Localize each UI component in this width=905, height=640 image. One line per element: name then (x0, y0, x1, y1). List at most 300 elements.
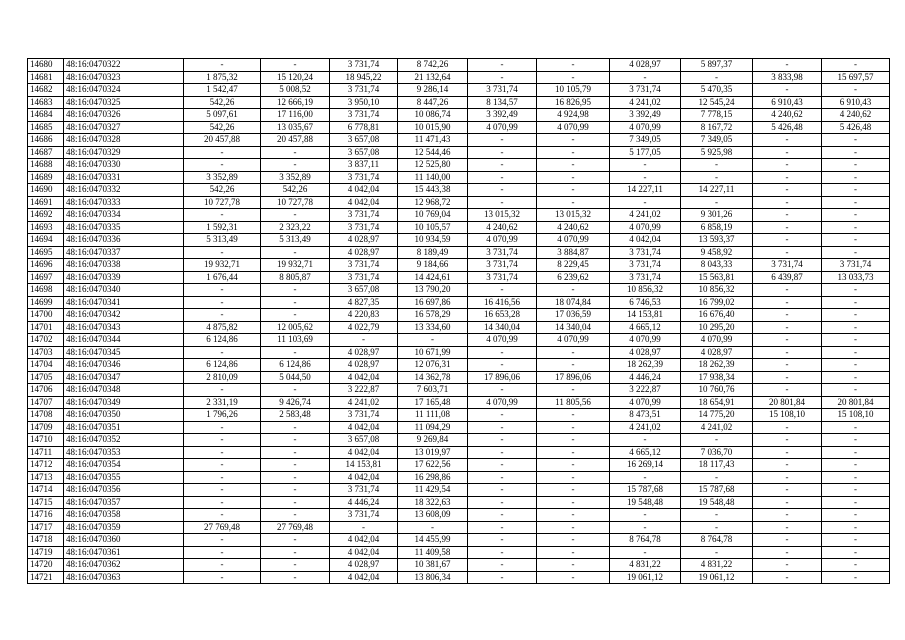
value-cell: - (261, 446, 330, 459)
value-cell: - (753, 421, 822, 434)
value-cell: - (753, 384, 822, 397)
value-cell: - (468, 509, 537, 522)
value-cell: 17 938,34 (681, 371, 753, 384)
value-cell: - (468, 521, 537, 534)
value-cell: 4 042,04 (330, 471, 398, 484)
value-cell: 17 116,00 (261, 109, 330, 122)
value-cell: 8 447,26 (398, 96, 468, 109)
value-cell: 4 070,99 (468, 121, 537, 134)
table-row (28, 446, 890, 459)
cadastral-number-cell: 48:16:0470326 (64, 109, 184, 122)
value-cell: - (822, 246, 890, 259)
value-cell: 4 028,97 (681, 346, 753, 359)
value-cell: 3 352,89 (261, 171, 330, 184)
value-cell: 1 676,44 (184, 271, 261, 284)
value-cell: - (184, 346, 261, 359)
row-number-cell: 14691 (28, 196, 64, 209)
cadastral-number-cell: 48:16:0470362 (64, 559, 184, 572)
row-number-cell: 14716 (28, 509, 64, 522)
value-cell: - (610, 509, 681, 522)
table-row (28, 396, 890, 409)
value-cell: 542,26 (184, 96, 261, 109)
value-cell: 12 544,46 (398, 146, 468, 159)
value-cell: 10 671,99 (398, 346, 468, 359)
value-cell: 17 165,48 (398, 396, 468, 409)
value-cell: - (822, 446, 890, 459)
table-row (28, 359, 890, 372)
cadastral-number-cell: 48:16:0470352 (64, 434, 184, 447)
value-cell: 542,26 (184, 121, 261, 134)
cadastral-number-cell: 48:16:0470332 (64, 184, 184, 197)
value-cell: - (822, 309, 890, 322)
value-cell: 1 542,47 (184, 84, 261, 97)
value-cell: - (822, 434, 890, 447)
value-cell: 8 742,26 (398, 59, 468, 72)
row-number-cell: 14700 (28, 309, 64, 322)
value-cell: - (184, 534, 261, 547)
value-cell: 14 227,11 (681, 184, 753, 197)
value-cell: 20 457,88 (184, 134, 261, 147)
table-row (28, 346, 890, 359)
table-row (28, 571, 890, 584)
value-cell: 4 070,99 (610, 221, 681, 234)
value-cell: - (184, 384, 261, 397)
value-cell: - (610, 521, 681, 534)
value-cell: - (753, 484, 822, 497)
value-cell: 10 105,57 (398, 221, 468, 234)
value-cell: - (537, 459, 610, 472)
value-cell: 14 455,99 (398, 534, 468, 547)
value-cell: 19 061,12 (610, 571, 681, 584)
value-cell: 4 241,02 (610, 421, 681, 434)
value-cell: 15 443,38 (398, 184, 468, 197)
value-cell: 27 769,48 (261, 521, 330, 534)
table-row (28, 334, 890, 347)
value-cell: 10 934,59 (398, 234, 468, 247)
value-cell: 16 269,14 (610, 459, 681, 472)
value-cell: 19 061,12 (681, 571, 753, 584)
row-number-cell: 14699 (28, 296, 64, 309)
value-cell: 10 856,32 (610, 284, 681, 297)
row-number-cell: 14693 (28, 221, 64, 234)
value-cell: 4 070,99 (610, 334, 681, 347)
value-cell: 3 731,74 (610, 246, 681, 259)
value-cell: 1 875,32 (184, 71, 261, 84)
value-cell: - (753, 459, 822, 472)
cadastral-number-cell: 48:16:0470325 (64, 96, 184, 109)
value-cell: - (753, 371, 822, 384)
value-cell: - (753, 546, 822, 559)
table-row (28, 546, 890, 559)
value-cell: - (261, 59, 330, 72)
value-cell: 10 381,67 (398, 559, 468, 572)
value-cell: 6 439,87 (753, 271, 822, 284)
value-cell: - (537, 484, 610, 497)
table-row (28, 421, 890, 434)
value-cell: - (753, 446, 822, 459)
value-cell: - (468, 71, 537, 84)
value-cell: - (610, 171, 681, 184)
table-row (28, 121, 890, 134)
table-row (28, 134, 890, 147)
value-cell: 18 262,39 (681, 359, 753, 372)
value-cell: 3 731,74 (330, 171, 398, 184)
value-cell: 27 769,48 (184, 521, 261, 534)
value-cell: - (537, 359, 610, 372)
cadastral-number-cell: 48:16:0470345 (64, 346, 184, 359)
row-number-cell: 14719 (28, 546, 64, 559)
value-cell: 3 731,74 (330, 484, 398, 497)
row-number-cell: 14684 (28, 109, 64, 122)
table-row (28, 409, 890, 422)
value-cell: 3 731,74 (468, 84, 537, 97)
value-cell: 8 167,72 (681, 121, 753, 134)
value-cell: - (261, 484, 330, 497)
table-row (28, 309, 890, 322)
table-row (28, 209, 890, 222)
value-cell: 19 548,48 (610, 496, 681, 509)
value-cell: - (468, 571, 537, 584)
value-cell: 16 416,56 (468, 296, 537, 309)
value-cell: 8 189,49 (398, 246, 468, 259)
value-cell: - (537, 284, 610, 297)
value-cell: 4 240,62 (822, 109, 890, 122)
row-number-cell: 14687 (28, 146, 64, 159)
value-cell: 4 665,12 (610, 446, 681, 459)
value-cell: - (753, 234, 822, 247)
value-cell: 15 563,81 (681, 271, 753, 284)
value-cell: 4 042,04 (330, 196, 398, 209)
value-cell: 4 241,02 (681, 421, 753, 434)
value-cell: 11 094,29 (398, 421, 468, 434)
value-cell: - (330, 521, 398, 534)
value-cell: - (537, 509, 610, 522)
data-table (27, 58, 890, 584)
value-cell: 13 608,09 (398, 509, 468, 522)
cadastral-number-cell: 48:16:0470327 (64, 121, 184, 134)
table-row (28, 321, 890, 334)
value-cell: 4 070,99 (537, 121, 610, 134)
value-cell: 13 015,32 (468, 209, 537, 222)
value-cell: 3 657,08 (330, 146, 398, 159)
value-cell: 18 117,43 (681, 459, 753, 472)
cadastral-number-cell: 48:16:0470342 (64, 309, 184, 322)
value-cell: 8 764,78 (681, 534, 753, 547)
value-cell: 5 426,48 (753, 121, 822, 134)
value-cell: 14 153,81 (330, 459, 398, 472)
value-cell: 4 028,97 (330, 346, 398, 359)
table-row (28, 484, 890, 497)
value-cell: 11 805,56 (537, 396, 610, 409)
value-cell: - (753, 196, 822, 209)
value-cell: - (537, 146, 610, 159)
value-cell: - (184, 59, 261, 72)
value-cell: 17 036,59 (537, 309, 610, 322)
value-cell: 3 731,74 (468, 271, 537, 284)
cadastral-number-cell: 48:16:0470361 (64, 546, 184, 559)
value-cell: 4 446,24 (610, 371, 681, 384)
value-cell: - (398, 521, 468, 534)
table-row (28, 521, 890, 534)
value-cell: - (822, 496, 890, 509)
row-number-cell: 14698 (28, 284, 64, 297)
value-cell: 3 731,74 (610, 259, 681, 272)
value-cell: 3 657,08 (330, 434, 398, 447)
value-cell: 14 227,11 (610, 184, 681, 197)
value-cell: - (822, 471, 890, 484)
value-cell: - (753, 571, 822, 584)
value-cell: 16 676,40 (681, 309, 753, 322)
value-cell: - (681, 546, 753, 559)
value-cell: 14 340,04 (468, 321, 537, 334)
value-cell: 16 799,02 (681, 296, 753, 309)
value-cell: - (681, 71, 753, 84)
value-cell: - (822, 359, 890, 372)
table-body (28, 59, 890, 584)
value-cell: - (681, 159, 753, 172)
value-cell: - (753, 534, 822, 547)
value-cell: 12 968,72 (398, 196, 468, 209)
value-cell: - (537, 446, 610, 459)
value-cell: 10 856,32 (681, 284, 753, 297)
value-cell: - (753, 509, 822, 522)
value-cell: 4 042,04 (330, 446, 398, 459)
value-cell: - (537, 421, 610, 434)
value-cell: - (822, 559, 890, 572)
value-cell: - (822, 571, 890, 584)
value-cell: - (537, 159, 610, 172)
value-cell: - (468, 59, 537, 72)
value-cell: 19 932,71 (184, 259, 261, 272)
value-cell: - (822, 184, 890, 197)
cadastral-number-cell: 48:16:0470348 (64, 384, 184, 397)
value-cell: 7 778,15 (681, 109, 753, 122)
row-number-cell: 14709 (28, 421, 64, 434)
value-cell: 4 028,97 (330, 359, 398, 372)
value-cell: 8 043,33 (681, 259, 753, 272)
row-number-cell: 14713 (28, 471, 64, 484)
table-row (28, 271, 890, 284)
value-cell: 5 044,50 (261, 371, 330, 384)
cadastral-number-cell: 48:16:0470351 (64, 421, 184, 434)
value-cell: 4 831,22 (681, 559, 753, 572)
table-row (28, 71, 890, 84)
value-cell: - (537, 546, 610, 559)
cadastral-number-cell: 48:16:0470334 (64, 209, 184, 222)
table-row (28, 471, 890, 484)
value-cell: - (822, 284, 890, 297)
value-cell: 4 042,04 (330, 371, 398, 384)
value-cell: 6 746,53 (610, 296, 681, 309)
value-cell: 4 022,79 (330, 321, 398, 334)
value-cell: 7 036,70 (681, 446, 753, 459)
value-cell: - (184, 496, 261, 509)
value-cell: - (261, 384, 330, 397)
cadastral-number-cell: 48:16:0470360 (64, 534, 184, 547)
value-cell: - (822, 371, 890, 384)
value-cell: 3 837,11 (330, 159, 398, 172)
value-cell: - (681, 471, 753, 484)
value-cell: - (822, 484, 890, 497)
value-cell: - (261, 296, 330, 309)
row-number-cell: 14707 (28, 396, 64, 409)
value-cell: - (753, 184, 822, 197)
value-cell: 8 229,45 (537, 259, 610, 272)
value-cell: 15 787,68 (610, 484, 681, 497)
row-number-cell: 14712 (28, 459, 64, 472)
value-cell: - (753, 521, 822, 534)
value-cell: 9 184,66 (398, 259, 468, 272)
value-cell: 12 005,62 (261, 321, 330, 334)
value-cell: 3 657,08 (330, 284, 398, 297)
value-cell: 4 241,02 (610, 96, 681, 109)
value-cell: 17 622,56 (398, 459, 468, 472)
value-cell: 16 578,29 (398, 309, 468, 322)
value-cell: - (184, 159, 261, 172)
value-cell: - (537, 559, 610, 572)
value-cell: - (822, 321, 890, 334)
table-row (28, 559, 890, 572)
row-number-cell: 14715 (28, 496, 64, 509)
row-number-cell: 14688 (28, 159, 64, 172)
value-cell: 3 222,87 (330, 384, 398, 397)
row-number-cell: 14685 (28, 121, 64, 134)
cadastral-number-cell: 48:16:0470337 (64, 246, 184, 259)
value-cell: - (537, 184, 610, 197)
value-cell: - (184, 146, 261, 159)
value-cell: 2 331,19 (184, 396, 261, 409)
value-cell: 4 070,99 (468, 334, 537, 347)
value-cell: 6 124,86 (184, 334, 261, 347)
value-cell: - (468, 534, 537, 547)
value-cell: - (753, 434, 822, 447)
value-cell: - (261, 421, 330, 434)
row-number-cell: 14718 (28, 534, 64, 547)
value-cell: 3 950,10 (330, 96, 398, 109)
value-cell: - (537, 346, 610, 359)
value-cell: - (261, 559, 330, 572)
value-cell: 16 697,86 (398, 296, 468, 309)
value-cell: 4 875,82 (184, 321, 261, 334)
value-cell: 5 313,49 (184, 234, 261, 247)
value-cell: 11 140,00 (398, 171, 468, 184)
value-cell: 20 801,84 (822, 396, 890, 409)
value-cell: - (537, 534, 610, 547)
value-cell: 5 177,05 (610, 146, 681, 159)
value-cell: - (753, 159, 822, 172)
value-cell: 12 666,19 (261, 96, 330, 109)
value-cell: 4 070,99 (610, 121, 681, 134)
value-cell: - (753, 309, 822, 322)
cadastral-number-cell: 48:16:0470339 (64, 271, 184, 284)
value-cell: - (822, 534, 890, 547)
row-number-cell: 14689 (28, 171, 64, 184)
row-number-cell: 14686 (28, 134, 64, 147)
table-row (28, 59, 890, 72)
value-cell: - (753, 59, 822, 72)
value-cell: - (753, 134, 822, 147)
value-cell: - (184, 509, 261, 522)
value-cell: 4 070,99 (468, 396, 537, 409)
value-cell: - (753, 321, 822, 334)
table-row (28, 159, 890, 172)
value-cell: 4 240,62 (468, 221, 537, 234)
cadastral-number-cell: 48:16:0470331 (64, 171, 184, 184)
value-cell: 4 240,62 (753, 109, 822, 122)
table-row (28, 96, 890, 109)
value-cell: - (610, 471, 681, 484)
value-cell: - (610, 434, 681, 447)
value-cell: 18 945,22 (330, 71, 398, 84)
value-cell: 4 028,97 (330, 246, 398, 259)
value-cell: - (822, 171, 890, 184)
row-number-cell: 14714 (28, 484, 64, 497)
value-cell: - (184, 459, 261, 472)
value-cell: 542,26 (184, 184, 261, 197)
value-cell: - (822, 296, 890, 309)
value-cell: 13 806,34 (398, 571, 468, 584)
value-cell: - (468, 421, 537, 434)
value-cell: 14 424,61 (398, 271, 468, 284)
value-cell: - (468, 471, 537, 484)
value-cell: - (261, 346, 330, 359)
value-cell: 3 731,74 (822, 259, 890, 272)
value-cell: 3 731,74 (753, 259, 822, 272)
value-cell: 8 473,51 (610, 409, 681, 422)
value-cell: 21 132,64 (398, 71, 468, 84)
table-row (28, 84, 890, 97)
value-cell: 6 124,86 (261, 359, 330, 372)
value-cell: - (184, 434, 261, 447)
value-cell: 17 896,06 (537, 371, 610, 384)
value-cell: - (822, 459, 890, 472)
cadastral-number-cell: 48:16:0470322 (64, 59, 184, 72)
value-cell: 4 665,12 (610, 321, 681, 334)
value-cell: - (753, 471, 822, 484)
value-cell: - (753, 334, 822, 347)
value-cell: - (822, 234, 890, 247)
cadastral-number-cell: 48:16:0470358 (64, 509, 184, 522)
value-cell: 9 426,74 (261, 396, 330, 409)
value-cell: 3 392,49 (610, 109, 681, 122)
cadastral-number-cell: 48:16:0470328 (64, 134, 184, 147)
cadastral-number-cell: 48:16:0470357 (64, 496, 184, 509)
cadastral-number-cell: 48:16:0470346 (64, 359, 184, 372)
value-cell: - (184, 284, 261, 297)
value-cell: - (261, 459, 330, 472)
value-cell: 11 471,43 (398, 134, 468, 147)
value-cell: - (822, 421, 890, 434)
value-cell: 3 731,74 (330, 259, 398, 272)
value-cell: 4 241,02 (610, 209, 681, 222)
value-cell: - (822, 521, 890, 534)
value-cell: - (468, 384, 537, 397)
value-cell: 3 731,74 (610, 84, 681, 97)
row-number-cell: 14680 (28, 59, 64, 72)
value-cell: 11 429,54 (398, 484, 468, 497)
value-cell: - (261, 434, 330, 447)
value-cell: 8 764,78 (610, 534, 681, 547)
cadastral-number-cell: 48:16:0470324 (64, 84, 184, 97)
value-cell: - (681, 171, 753, 184)
value-cell: 14 362,78 (398, 371, 468, 384)
value-cell: 2 810,09 (184, 371, 261, 384)
value-cell: 4 070,99 (610, 396, 681, 409)
value-cell: 9 286,14 (398, 84, 468, 97)
value-cell: - (822, 346, 890, 359)
value-cell: 3 731,74 (330, 271, 398, 284)
value-cell: 10 086,74 (398, 109, 468, 122)
